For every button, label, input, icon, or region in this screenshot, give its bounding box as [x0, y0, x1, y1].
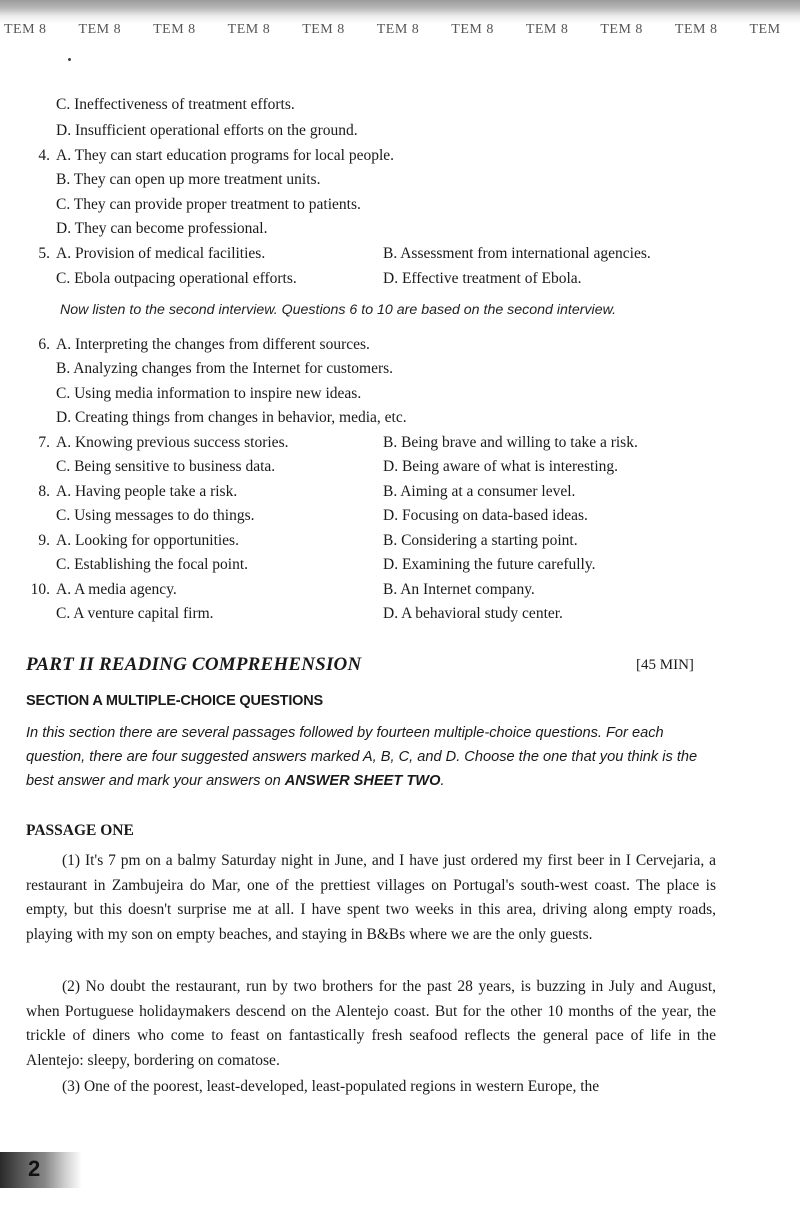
- header-item: TEM 8: [153, 22, 196, 37]
- q5-option-c: C. Ebola outpacing operational efforts.: [56, 270, 297, 287]
- part-time-limit: [45 MIN]: [636, 657, 694, 673]
- q7-number: 7.: [38, 434, 50, 451]
- header-item: TEM 8: [227, 22, 271, 37]
- q5-option-b: B. Assessment from international agencies.: [383, 245, 651, 262]
- q10-option-b: B. An Internet company.: [383, 581, 535, 598]
- header-item: TEM 8: [451, 22, 494, 37]
- q6-option-c: C. Using media information to inspire new ideas.: [56, 385, 362, 402]
- header-item: TEM 8: [376, 22, 420, 37]
- q5-number: 5.: [38, 245, 50, 262]
- q8-option-c: C. Using messages to do things.: [56, 507, 255, 524]
- paragraph-2: (2) No doubt the restaurant, run by two brothers for the past 28 years, is buzzing in July and August, when Portuguese holidaymakers descend on the Alentejo coast. But for the other 10 months of the year, the trickle of diners who come to feast on fantastically fresh seafood reflects the general pace of life in the Alentejo: sleepy, bordering on comatose.: [26, 978, 716, 1069]
- q3-option-d: D. Insufficient operational efforts on the ground.: [56, 122, 358, 139]
- q6-option-a: A. Interpreting the changes from different sources.: [56, 336, 370, 353]
- header-item: TEM 8: [674, 22, 718, 37]
- q9-option-a: A. Looking for opportunities.: [56, 532, 239, 549]
- q10-option-c: C. A venture capital firm.: [56, 605, 214, 622]
- paragraph-1: (1) It's 7 pm on a balmy Saturday night in June, and I have just ordered my first beer in I Cervejaria, a restaurant in Zambujeira do Mar, one of the prettiest villages on Portugal's south-west coast. The place is empty, but this doesn't surprise me at all. I have spent two weeks in this area, driving along empty roads, playing with my son on empty beaches, and staying in B&Bs where we are the only guests.: [26, 852, 716, 943]
- page-header-band: [0, 0, 800, 44]
- q9-option-b: B. Considering a starting point.: [383, 532, 578, 549]
- q5-option-d: D. Effective treatment of Ebola.: [383, 270, 582, 287]
- header-item: TEM: [749, 22, 781, 37]
- q7-option-b: B. Being brave and willing to take a risk.: [383, 434, 638, 451]
- q6-option-b: B. Analyzing changes from the Internet for customers.: [56, 360, 394, 377]
- q8-number: 8.: [38, 483, 50, 500]
- q8-option-b: B. Aiming at a consumer level.: [383, 483, 576, 500]
- stray-dot: [68, 58, 71, 61]
- q4-number: 4.: [38, 147, 50, 164]
- part-title: PART II READING COMPREHENSION: [26, 654, 362, 675]
- q10-option-d: D. A behavioral study center.: [383, 605, 563, 622]
- q7-option-d: D. Being aware of what is interesting.: [383, 458, 619, 475]
- header-item: TEM 8: [4, 22, 47, 37]
- q4-option-b: B. They can open up more treatment units.: [56, 171, 321, 188]
- passage-title: PASSAGE ONE: [26, 822, 134, 839]
- q8-option-a: A. Having people take a risk.: [56, 483, 238, 500]
- section-instr-end: .: [440, 773, 445, 789]
- header-item: TEM 8: [525, 22, 569, 37]
- q9-option-c: C. Establishing the focal point.: [56, 556, 249, 573]
- q5-option-a: A. Provision of medical facilities.: [56, 245, 266, 262]
- q9-number: 9.: [38, 532, 50, 549]
- section-title: SECTION A MULTIPLE-CHOICE QUESTIONS: [26, 693, 323, 709]
- header-item: TEM 8: [600, 22, 643, 37]
- section-instr-text: In this section there are several passages followed by fourteen multiple-choice questions. For each question, there are four suggested answers marked A, B, C, and D. Choose the one that you think is the best answer and mark your answers on: [26, 725, 698, 789]
- q4-option-d: D. They can become professional.: [56, 220, 268, 237]
- page-number: 2: [28, 1156, 41, 1181]
- q10-number: 10.: [30, 581, 50, 598]
- q3-option-c: C. Ineffectiveness of treatment efforts.: [56, 96, 295, 113]
- q6-option-d: D. Creating things from changes in behavior, media, etc.: [56, 409, 407, 426]
- q4-option-a: A. They can start education programs for local people.: [56, 147, 395, 164]
- q7-option-c: C. Being sensitive to business data.: [56, 458, 276, 475]
- section-instructions: [26, 721, 726, 793]
- q10-option-a: A. A media agency.: [56, 581, 177, 598]
- q9-option-d: D. Examining the future carefully.: [383, 556, 596, 573]
- second-interview-instruction: Now listen to the second interview. Questions 6 to 10 are based on the second interview.: [60, 302, 617, 318]
- q8-option-d: D. Focusing on data-based ideas.: [383, 507, 588, 524]
- page-number-tab: [0, 1152, 82, 1188]
- paragraph-3: (3) One of the poorest, least-developed, least-populated regions in western Europe, the: [62, 1078, 600, 1095]
- header-item: TEM 8: [78, 22, 122, 37]
- q4-option-c: C. They can provide proper treatment to patients.: [56, 196, 361, 213]
- q6-number: 6.: [38, 336, 50, 353]
- header-running-title: [4, 22, 800, 38]
- header-item: TEM 8: [302, 22, 345, 37]
- answer-sheet-label: ANSWER SHEET TWO: [284, 773, 441, 789]
- q7-option-a: A. Knowing previous success stories.: [56, 434, 289, 451]
